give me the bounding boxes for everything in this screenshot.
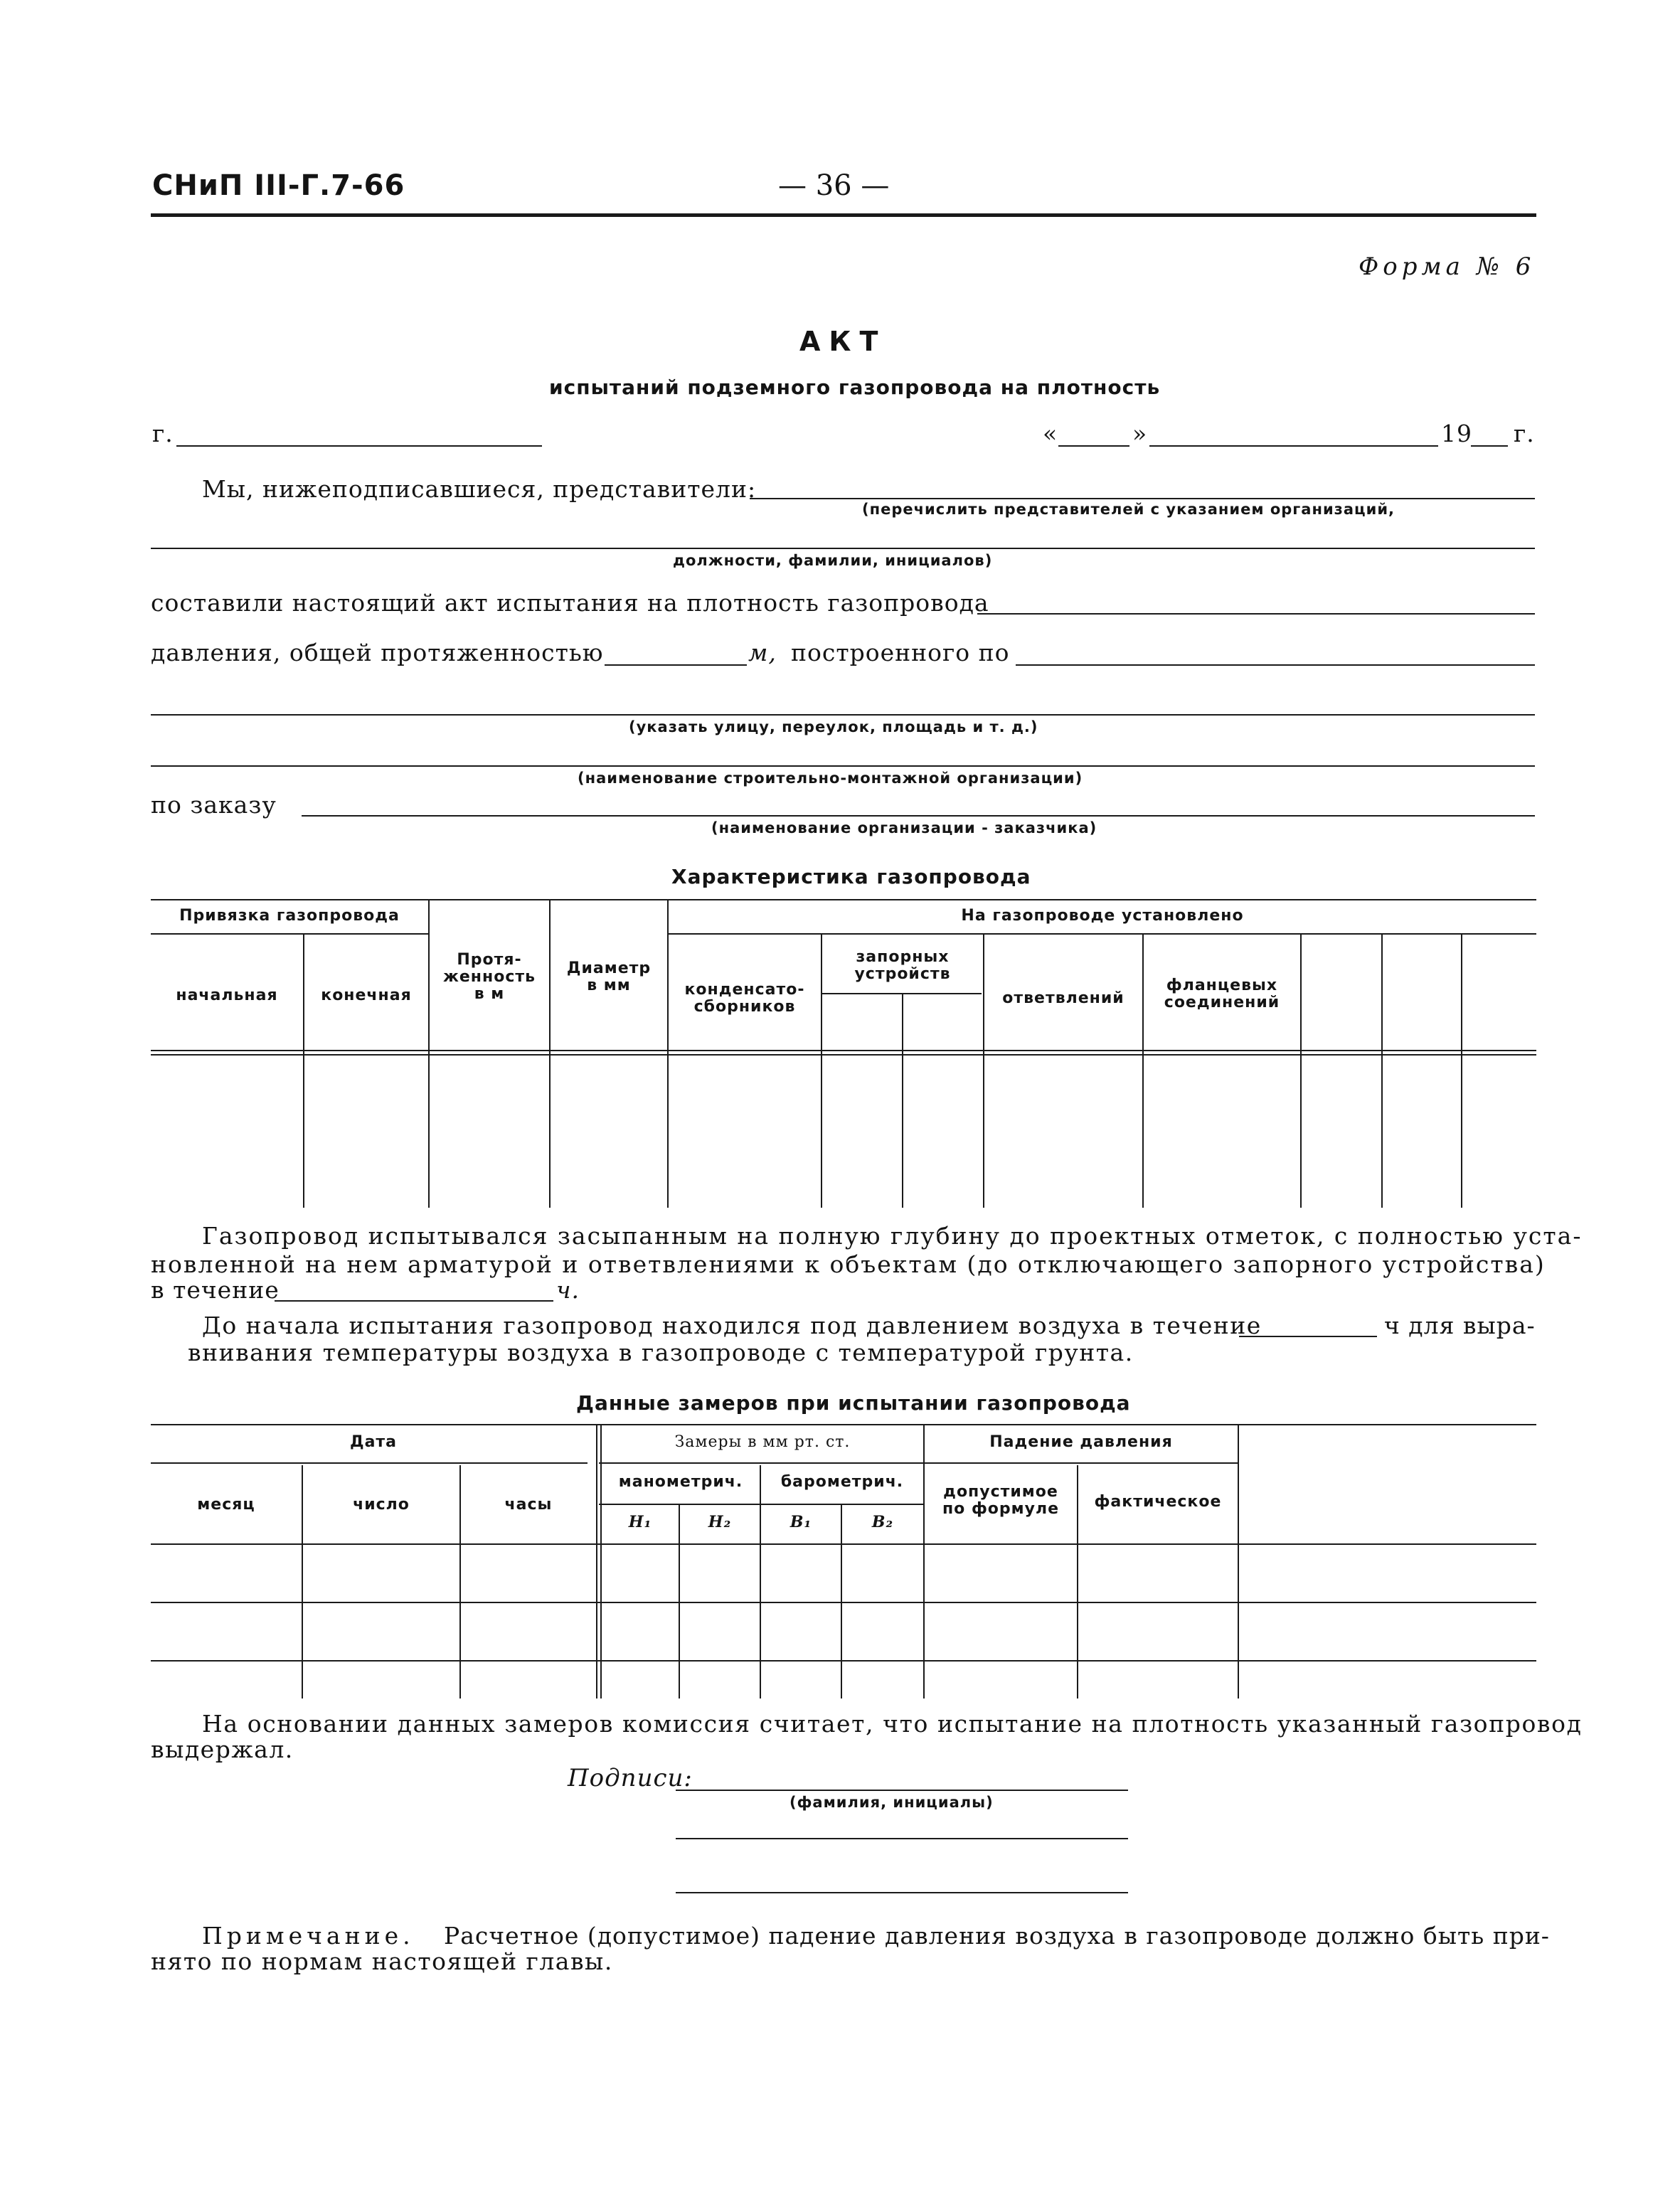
date-header: Дата — [349, 1433, 398, 1451]
day-header: число — [353, 1496, 410, 1514]
signatures-label: Подписи: — [568, 1764, 693, 1792]
tie-in-header: Привязка газопровода — [179, 907, 400, 925]
installed-header: На газопроводе установлено — [961, 907, 1244, 925]
street-hint: (указать улицу, переулок, площадь и т. д.) — [629, 718, 1038, 735]
compiled-label: составили настоящий акт испытания на плотность газопровода — [151, 589, 989, 617]
meas-drop-rule — [925, 1462, 1238, 1464]
city-prefix: г. — [152, 420, 174, 447]
meas-sub-rule — [599, 1504, 923, 1505]
meas-date-rule — [151, 1462, 588, 1464]
representatives-field[interactable] — [750, 498, 1535, 499]
meas-col-4 — [679, 1505, 680, 1698]
char-col-9 — [1300, 935, 1302, 1208]
year-suffix: г. — [1514, 420, 1535, 447]
actual-header: фактическое — [1094, 1493, 1222, 1511]
char-sub-rule-right — [669, 933, 1536, 935]
start-header: начальная — [176, 987, 278, 1004]
branches-header: ответвлений — [1002, 989, 1125, 1007]
year-prefix: 19 — [1441, 420, 1472, 447]
unit-hours-1: ч. — [556, 1276, 580, 1304]
positions-hint: должности, фамилии, инициалов) — [673, 552, 993, 569]
quote-open: « — [1043, 420, 1058, 447]
paragraph-1-line-2: новленной на нем арматурой и ответвлениями к объектам (до отключающего запорного устройства) — [151, 1250, 1546, 1278]
paragraph-2-line-1: До начала испытания газопровод находился под давлением воздуха в течение — [202, 1312, 1262, 1339]
paragraph-2-line-2: внивания температуры воздуха в газопроводе с температурой грунта. — [188, 1339, 1134, 1366]
day-field[interactable] — [1058, 445, 1129, 447]
pipeline-type-field[interactable] — [977, 613, 1535, 615]
built-by-label: построенного по — [791, 639, 1010, 666]
year-field[interactable] — [1471, 445, 1508, 447]
char-header-bottom-2 — [151, 1054, 1536, 1056]
note-line-1: Расчетное (допустимое) падение давления воздуха в газопроводе должно быть при- — [444, 1922, 1550, 1950]
char-col-10 — [1381, 935, 1383, 1208]
char-col-8 — [1142, 935, 1144, 1208]
allowed-header: допустимое по формуле — [942, 1483, 1060, 1518]
char-col-2 — [428, 899, 430, 1208]
readings-header-text: Замеры в мм рт. ст. — [674, 1433, 851, 1451]
char-sub-rule-left — [151, 933, 428, 935]
meas-readings-rule — [599, 1462, 923, 1464]
end-header: конечная — [321, 987, 412, 1004]
meas-col-3 — [596, 1425, 597, 1698]
paragraph-1-line-1: Газопровод испытывался засыпанным на полную глубину до проектных отметок, с полностью уста- — [202, 1222, 1583, 1250]
characteristics-heading: Характеристика газопровода — [671, 865, 1031, 888]
construction-org-field[interactable] — [151, 765, 1535, 767]
b2-header: B₂ — [871, 1513, 894, 1531]
meas-row-1-rule — [151, 1602, 1536, 1603]
customer-hint: (наименование организации - заказчика) — [711, 819, 1097, 836]
barometric-header: барометрич. — [780, 1473, 904, 1491]
readings-header — [602, 1434, 923, 1451]
month-field[interactable] — [1149, 445, 1438, 447]
meas-header-bottom — [151, 1543, 1536, 1545]
flanges-header: фланцевых соединений — [1164, 977, 1280, 1011]
diameter-header: Диаметр в мм — [566, 959, 652, 994]
char-col-1 — [303, 935, 304, 1208]
length-field[interactable] — [605, 664, 747, 666]
header-rule — [151, 213, 1536, 217]
meas-row-2-rule — [151, 1660, 1536, 1662]
page-number: — 36 — — [778, 169, 890, 202]
note-label: Примечание. — [202, 1922, 415, 1950]
document-subtitle: испытаний подземного газопровода на плотность — [549, 376, 1161, 399]
street-field[interactable] — [1016, 664, 1535, 666]
char-col-7 — [983, 935, 984, 1208]
construction-org-hint: (наименование строительно-монтажной организации) — [578, 770, 1083, 787]
street-field-2[interactable] — [151, 714, 1535, 716]
note-line-2: нято по нормам настоящей главы. — [151, 1947, 613, 1975]
quote-close: » — [1132, 420, 1148, 447]
city-field[interactable] — [176, 445, 542, 447]
pressure-drop-header: Падение давления — [989, 1433, 1173, 1451]
customer-field[interactable] — [302, 815, 1535, 817]
meas-top-rule — [151, 1424, 1536, 1425]
signature-field-2[interactable] — [676, 1838, 1128, 1839]
meas-col-3b — [600, 1425, 602, 1698]
unit-meters: м, — [748, 639, 777, 666]
paragraph-2-line-1-suffix: ч для выра- — [1384, 1312, 1536, 1339]
signature-field-1[interactable] — [676, 1790, 1128, 1791]
b1-header: B₁ — [790, 1513, 812, 1531]
condensate-header: конденсато- сборников — [684, 981, 805, 1016]
representatives-field-2[interactable] — [151, 548, 1535, 549]
conclusion-line-2: выдержал. — [151, 1735, 294, 1763]
signature-field-3[interactable] — [676, 1892, 1128, 1893]
by-order-label: по заказу — [151, 791, 277, 819]
document-code: СНиП III-Г.7-66 — [152, 169, 405, 202]
signature-hint: (фамилия, инициалы) — [790, 1794, 994, 1811]
meas-col-6 — [841, 1505, 842, 1698]
meas-col-9 — [1238, 1425, 1239, 1698]
char-header-bottom — [151, 1050, 1536, 1051]
char-col-6 — [902, 994, 903, 1208]
document-title: АКТ — [799, 326, 887, 357]
char-col-4 — [667, 899, 669, 1208]
meas-col-7 — [923, 1425, 925, 1698]
form-number: Форма № 6 — [1359, 252, 1536, 281]
paragraph-1-line-3: в течение — [151, 1276, 280, 1304]
conclusion-line-1: На основании данных замеров комиссия считает, что испытание на плотность указанный газопровод — [202, 1710, 1583, 1738]
we-undersigned-label: Мы, нижеподписавшиеся, представители: — [202, 475, 757, 503]
hours-header: часы — [504, 1496, 553, 1514]
pressure-duration-field[interactable] — [1239, 1336, 1377, 1337]
representatives-hint: (перечислить представителей с указанием организаций, — [862, 501, 1395, 518]
manometric-header: манометрич. — [618, 1473, 743, 1491]
length-header: Протя- женность в м — [442, 951, 536, 1003]
char-col-3 — [549, 899, 551, 1208]
char-top-rule — [151, 899, 1536, 900]
measurements-heading: Данные замеров при испытании газопровода — [576, 1391, 1131, 1415]
meas-col-5 — [760, 1465, 761, 1698]
pressure-length-label: давления, общей протяженностью — [151, 639, 604, 666]
h1-header: H₁ — [628, 1513, 652, 1531]
char-col-11 — [1461, 935, 1462, 1208]
month-header: месяц — [197, 1496, 255, 1514]
shutoff-header: запорных устройств — [854, 948, 951, 983]
h2-header: H₂ — [708, 1513, 732, 1531]
duration-field[interactable] — [275, 1300, 553, 1302]
